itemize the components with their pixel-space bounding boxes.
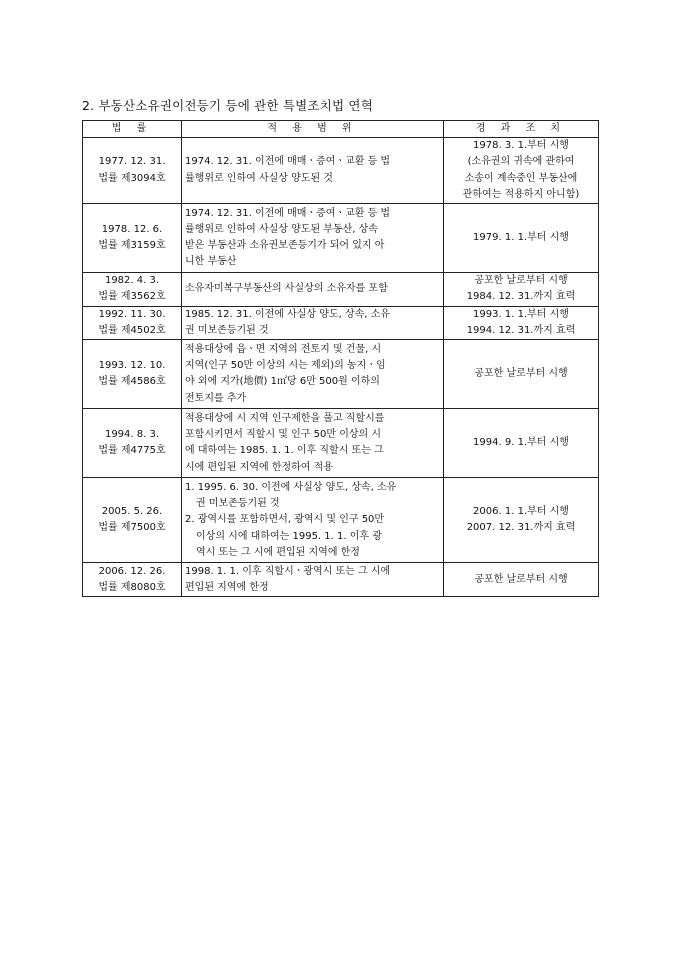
table-header-row — [83, 121, 599, 138]
law-number: 법률 제8080호 — [98, 581, 166, 593]
scope-line: 1998. 1. 1. 이후 직할시ㆍ광역시 또는 그 시에 — [185, 565, 391, 577]
effect-line: 2006. 1. 1.부터 시행 — [473, 506, 569, 518]
effect-line: 1994. 12. 31.까지 효력 — [466, 325, 576, 337]
law-number: 법률 제7500호 — [98, 522, 166, 534]
scope-line: 지역(인구 50만 이상의 시는 제외)의 농지ㆍ임 — [185, 360, 386, 372]
scope-line: 률행위로 인하여 사실상 양도된 것 — [185, 172, 333, 184]
effect-line: 1978. 3. 1.부터 시행 — [473, 140, 569, 151]
scope-cell — [182, 204, 444, 273]
scope-line: 야 외에 지가(地價) 1㎡당 6만 500원 이하의 — [185, 376, 380, 388]
scope-line: 시에 편입된 지역에 한정하여 적용 — [185, 461, 333, 473]
table-row — [83, 563, 599, 597]
scope-line: 2. 광역시를 포함하면서, 광역시 및 인구 50만 — [185, 514, 385, 526]
scope-line: 률행위로 인하여 사실상 양도된 부동산, 상속 — [185, 223, 378, 235]
scope-cell — [182, 340, 444, 409]
scope-line: 1985. 12. 31. 이전에 사실상 양도, 상속, 소유 — [185, 308, 390, 320]
effect-line: 공포한 날로부터 시행 — [474, 275, 568, 287]
header-law: 법 률 — [83, 121, 182, 138]
scope-cell — [182, 273, 444, 307]
effect-line: 소송이 계속중인 부동산에 — [464, 172, 578, 184]
effect-line: 1993. 1. 1.부터 시행 — [473, 308, 569, 320]
law-cell — [83, 478, 182, 563]
table-row — [83, 409, 599, 478]
law-cell — [83, 204, 182, 273]
effect-cell — [444, 204, 599, 273]
scope-cell — [182, 409, 444, 478]
law-cell — [83, 138, 182, 204]
effect-cell — [444, 409, 599, 478]
effect-line: (소유권의 귀속에 관하여 — [467, 156, 575, 168]
effect-cell — [444, 138, 599, 204]
effect-line: 1994. 9. 1.부터 시행 — [473, 437, 569, 449]
effect-cell — [444, 563, 599, 597]
law-date: 1982. 4. 3. — [104, 275, 160, 287]
law-number: 법률 제3562호 — [98, 291, 166, 303]
effect-line: 2007. 12. 31.까지 효력 — [466, 522, 576, 534]
table-row — [83, 204, 599, 273]
scope-cell — [182, 563, 444, 597]
scope-line: 권 미보존등기된 것 — [196, 497, 280, 509]
effect-cell — [444, 340, 599, 409]
scope-line: 1. 1995. 6. 30. 이전에 사실상 양도, 상속, 소유 — [185, 481, 397, 493]
scope-line: 1974. 12. 31. 이전에 매매ㆍ증여ㆍ교환 등 법 — [185, 207, 391, 219]
law-cell — [83, 273, 182, 307]
law-number: 법률 제4586호 — [98, 376, 166, 388]
header-scope: 적 용 범 위 — [182, 121, 444, 138]
table-row — [83, 273, 599, 307]
law-cell — [83, 563, 182, 597]
scope-line: 소유자미복구부동산의 사실상의 소유자를 포함 — [185, 283, 388, 295]
scope-line: 편입된 지역에 한정 — [185, 581, 269, 593]
effect-line: 1979. 1. 1.부터 시행 — [473, 232, 569, 244]
scope-line: 전토지를 추가 — [185, 392, 247, 404]
scope-line: 에 대하여는 1985. 1. 1. 이후 직할시 또는 그 — [185, 445, 384, 457]
law-number: 법률 제4502호 — [98, 325, 166, 337]
effect-line: 1984. 12. 31.까지 효력 — [466, 291, 576, 303]
scope-line: 적용대상에 시 지역 인구제한을 풀고 직할시를 — [185, 412, 385, 424]
scope-line: 역시 또는 그 시에 편입된 지역에 한정 — [196, 546, 360, 558]
scope-line: 받은 부동산과 소유권보존등기가 되어 있지 아 — [185, 240, 385, 252]
law-date: 1994. 8. 3. — [104, 429, 160, 441]
law-number: 법률 제3094호 — [98, 172, 166, 184]
law-date: 1978. 12. 6. — [101, 223, 163, 235]
scope-line: 1974. 12. 31. 이전에 매매ㆍ증여ㆍ교환 등 법 — [185, 156, 391, 168]
table-row — [83, 340, 599, 409]
scope-line: 니한 부동산 — [185, 256, 237, 268]
scope-line: 권 미보존등기된 것 — [185, 325, 269, 337]
law-date: 1993. 12. 10. — [98, 360, 166, 372]
table-row — [83, 478, 599, 563]
law-date: 2006. 12. 26. — [98, 565, 166, 577]
document-title: 2. 부동산소유권이전등기 등에 관한 특별조치법 연혁 — [82, 98, 373, 113]
scope-line: 적용대상에 읍ㆍ면 지역의 전토지 및 건물, 시 — [185, 343, 382, 355]
law-cell — [83, 306, 182, 340]
effect-line: 공포한 날로부터 시행 — [474, 573, 568, 585]
scope-cell — [182, 306, 444, 340]
law-cell — [83, 340, 182, 409]
law-cell — [83, 409, 182, 478]
header-effect: 경 과 조 치 — [444, 121, 599, 138]
effect-cell — [444, 273, 599, 307]
law-date: 1977. 12. 31. — [98, 156, 166, 168]
law-number: 법률 제3159호 — [98, 240, 166, 252]
scope-line: 이상의 시에 대하여는 1995. 1. 1. 이후 광 — [196, 530, 382, 542]
table-row — [83, 306, 599, 340]
scope-cell — [182, 478, 444, 563]
law-history-table — [82, 120, 599, 597]
scope-cell — [182, 138, 444, 204]
table-row — [83, 138, 599, 204]
law-date: 2005. 5. 26. — [101, 506, 163, 518]
effect-cell — [444, 478, 599, 563]
effect-line: 공포한 날로부터 시행 — [474, 368, 568, 380]
law-date: 1992. 11. 30. — [98, 308, 166, 320]
effect-line: 관하여는 적용하지 아니함) — [462, 188, 580, 200]
scope-line: 포함시키면서 직할시 및 인구 50만 이상의 시 — [185, 429, 382, 441]
law-number: 법률 제4775호 — [98, 445, 166, 457]
effect-cell — [444, 306, 599, 340]
